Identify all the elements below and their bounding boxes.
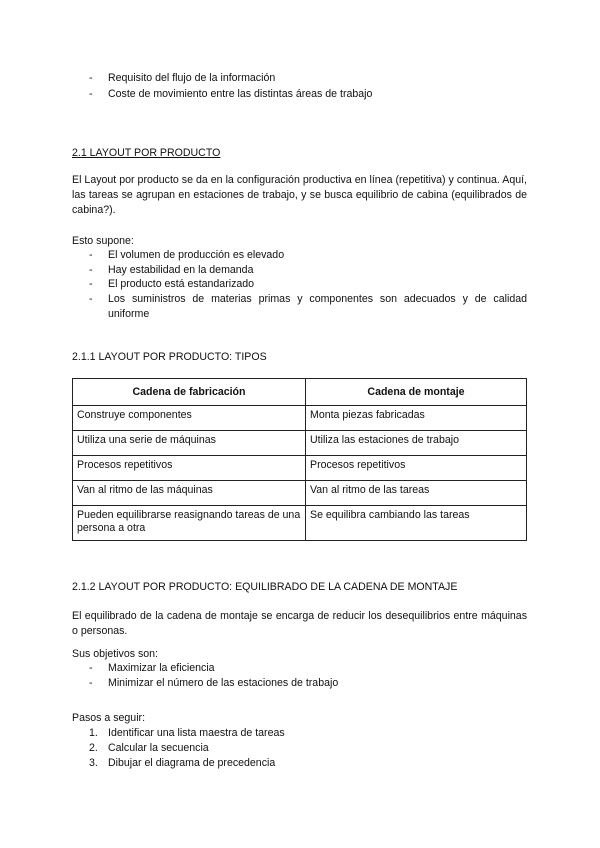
table-cell: Monta piezas fabricadas xyxy=(306,406,527,431)
list-item-text: Calcular la secuencia xyxy=(108,742,209,754)
table-header-cell: Cadena de fabricación xyxy=(73,379,306,406)
comparison-table xyxy=(72,378,527,541)
table-cell: Pueden equilibrarse reasignando tareas de una persona a otra xyxy=(73,506,306,541)
intro-text: Sus objetivos son: xyxy=(72,648,158,660)
intro-text: Esto supone: xyxy=(72,235,134,247)
list-item-text: Requisito del flujo de la información xyxy=(108,72,276,84)
section-paragraph: El Layout por producto se da en la configuración productiva en línea (repetitiva) y continua. Aquí, las tareas se agrupan en estaciones de trabajo, y se busca equilibrio de cabina (equilibrados de cabina?). xyxy=(72,174,527,216)
list-item-text: El producto está estandarizado xyxy=(108,278,255,290)
section-heading: 2.1.1 LAYOUT POR PRODUCTO: TIPOS xyxy=(72,351,267,363)
table-row xyxy=(73,481,527,506)
table-cell: Procesos repetitivos xyxy=(306,456,527,481)
bullet-dash: - xyxy=(89,72,93,84)
section-heading: 2.1.2 LAYOUT POR PRODUCTO: EQUILIBRADO DE LA CADENA DE MONTAJE xyxy=(72,581,458,593)
table-row xyxy=(73,456,527,481)
table-header-cell: Cadena de montaje xyxy=(306,379,527,406)
number-marker: 1. xyxy=(89,727,98,739)
table-cell: Van al ritmo de las tareas xyxy=(306,481,527,506)
bullet-dash: - xyxy=(89,249,93,261)
list-item-text: Dibujar el diagrama de precedencia xyxy=(108,757,276,769)
table-header-row xyxy=(73,379,527,406)
table-cell: Van al ritmo de las máquinas xyxy=(73,481,306,506)
list-item-text: Minimizar el número de las estaciones de trabajo xyxy=(108,677,339,689)
bullet-dash: - xyxy=(89,662,93,674)
table-cell: Construye componentes xyxy=(73,406,306,431)
list-item-text: Maximizar la eficiencia xyxy=(108,662,215,674)
table-cell: Procesos repetitivos xyxy=(73,456,306,481)
list-item-text: Identificar una lista maestra de tareas xyxy=(108,727,285,739)
table-cell: Se equilibra cambiando las tareas xyxy=(306,506,527,541)
table-row xyxy=(73,431,527,456)
bullet-dash: - xyxy=(89,278,93,290)
list-item xyxy=(89,292,527,322)
list-item-text: El volumen de producción es elevado xyxy=(108,249,285,261)
section-paragraph: El equilibrado de la cadena de montaje se encarga de reducir los desequilibrios entre máquinas o personas. xyxy=(72,610,527,637)
list-item-text: Los suministros de materias primas y componentes son adecuados y de calidad uniforme xyxy=(108,293,527,320)
table-cell: Utiliza una serie de máquinas xyxy=(73,431,306,456)
bullet-dash: - xyxy=(89,293,93,305)
number-marker: 3. xyxy=(89,757,98,769)
number-marker: 2. xyxy=(89,742,98,754)
intro-text: Pasos a seguir: xyxy=(72,712,146,724)
table-row xyxy=(73,406,527,431)
table-cell: Utiliza las estaciones de trabajo xyxy=(306,431,527,456)
list-item-text: Coste de movimiento entre las distintas áreas de trabajo xyxy=(108,88,373,100)
table-row xyxy=(73,506,527,541)
bullet-dash: - xyxy=(89,264,93,276)
bullet-dash: - xyxy=(89,88,93,100)
bullet-dash: - xyxy=(89,677,93,689)
list-item-text: Hay estabilidad en la demanda xyxy=(108,264,254,276)
section-heading: 2.1 LAYOUT POR PRODUCTO xyxy=(72,147,221,159)
